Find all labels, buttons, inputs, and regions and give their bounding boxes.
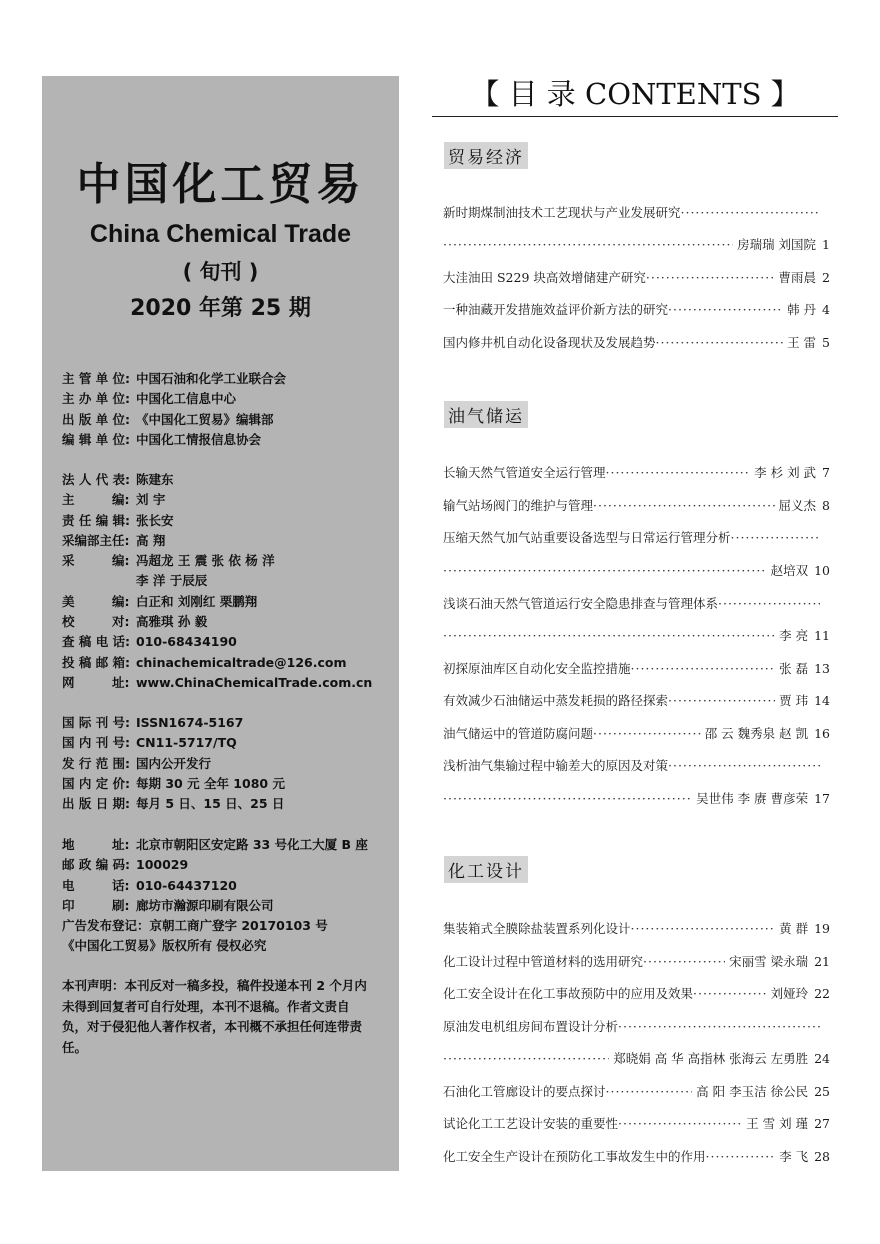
toc-page: 1 (822, 237, 830, 252)
info-value: CN11-5717/TQ (136, 735, 237, 751)
toc-authors: 韩 丹 (787, 302, 817, 317)
info-row (62, 794, 285, 814)
toc-authors: 贾 玮 (779, 693, 809, 708)
toc-authors: 房瑞瑞 刘国院 (737, 237, 817, 252)
leader-dots (443, 626, 775, 646)
section-heading: 油气储运 (444, 401, 528, 428)
info-row (62, 835, 368, 855)
contents-header: 【 目 录 CONTENTS 】 (470, 77, 800, 111)
info-row (62, 673, 372, 693)
toc-entry[interactable] (443, 528, 830, 548)
toc-authors: 李 飞 (779, 1149, 809, 1164)
toc-entry[interactable] (443, 1082, 830, 1102)
info-label: 国 内 刊 号: (62, 735, 131, 751)
masthead-panel (42, 76, 399, 1171)
toc-page: 13 (814, 661, 830, 676)
info-value: 北京市朝阳区安定路 33 号化工大厦 B 座 (136, 837, 368, 852)
toc-page: 19 (814, 921, 830, 936)
info-value: 中国化工情报信息协会 (136, 431, 262, 447)
info-row (62, 733, 285, 753)
info-value: 刘 宇 (136, 492, 166, 508)
info-row (62, 876, 368, 896)
toc-authors: 郑晓娟 高 华 高指林 张海云 左勇胜 (613, 1051, 809, 1066)
info-value: 中国石油和化学工业联合会 (136, 371, 287, 386)
leader-dots (693, 984, 767, 1004)
leader-dots (718, 594, 820, 614)
toc-title: 化工设计过程中管道材料的选用研究 (443, 954, 644, 969)
toc-page: 8 (822, 498, 830, 513)
info-label: 国 际 刊 号: (62, 715, 131, 730)
info-label: 责 任 编 辑: (62, 512, 131, 528)
toc-authors: 李 亮 (779, 628, 809, 643)
toc-entry[interactable] (443, 691, 830, 711)
toc-entry[interactable] (443, 626, 830, 646)
info-label: 电 话: (62, 877, 130, 893)
leader-dots (668, 300, 783, 320)
toc-entry[interactable] (443, 594, 830, 614)
copyright: 《中国化工贸易》版权所有 侵权必究 (62, 938, 267, 954)
leader-dots (631, 919, 776, 939)
info-row (62, 653, 372, 673)
toc-entry[interactable] (443, 1114, 830, 1134)
toc-page: 11 (814, 628, 830, 643)
info-label: 校 对: (62, 614, 130, 630)
toc-entry[interactable] (443, 659, 830, 679)
info-value: 高雅琪 孙 毅 (136, 614, 208, 630)
info-value: 国内公开发行 (136, 755, 212, 771)
toc-entry[interactable] (443, 235, 830, 255)
toc-entry[interactable] (443, 984, 830, 1004)
leader-dots (731, 528, 820, 548)
info-label: 采编部主任: (62, 532, 130, 548)
leader-dots (668, 691, 775, 711)
info-value: ISSN1674-5167 (136, 715, 244, 730)
toc-entry[interactable] (443, 496, 830, 516)
info-row (62, 774, 285, 794)
toc-page: 4 (822, 302, 830, 317)
toc-page: 25 (814, 1084, 830, 1099)
info-row (62, 369, 286, 389)
toc-title: 国内修井机自动化设备现状及发展趋势 (443, 335, 656, 350)
toc-authors: 高 阳 李玉洁 徐公民 (696, 1084, 809, 1099)
leader-dots (593, 724, 701, 744)
toc-entry[interactable] (443, 952, 830, 972)
info-value: 010-64437120 (136, 877, 237, 893)
info-row (62, 592, 372, 612)
leader-dots (443, 235, 733, 255)
toc-entry[interactable] (443, 561, 830, 581)
toc-entry[interactable] (443, 789, 830, 809)
toc-entry[interactable] (443, 1147, 830, 1167)
toc-title: 压缩天然气加气站重要设备选型与日常运行管理分析 (443, 530, 731, 545)
info-label: 采 编: (62, 553, 130, 569)
section-heading: 化工设计 (444, 856, 528, 883)
section-heading: 贸易经济 (444, 142, 528, 169)
toc-entry[interactable] (443, 333, 830, 353)
info-value: 张长安 (136, 512, 174, 528)
leader-dots (656, 333, 784, 353)
leader-dots (606, 463, 751, 483)
info-row (62, 490, 372, 510)
toc-authors: 张 磊 (779, 661, 809, 676)
toc-page: 28 (814, 1149, 830, 1164)
toc-page: 24 (814, 1051, 830, 1066)
toc-entry[interactable] (443, 1049, 830, 1069)
leader-dots (668, 756, 820, 776)
info-label: 主 管 单 位: (62, 371, 131, 386)
toc-title: 大洼油田 S229 块高效增储建产研究 (443, 270, 646, 285)
info-row (62, 430, 286, 450)
toc-entry[interactable] (443, 724, 830, 744)
toc-entry[interactable] (443, 756, 830, 776)
info-value: 高 翔 (136, 532, 166, 548)
info-label: 查 稿 电 话: (62, 634, 131, 650)
toc-authors: 刘娅玲 (770, 986, 809, 1001)
toc-title: 集装箱式全膜除盐装置系列化设计 (443, 921, 631, 936)
info-row (62, 389, 286, 409)
toc-title: 化工安全生产设计在预防化工事故发生中的作用 (443, 1149, 706, 1164)
leader-dots (443, 561, 767, 581)
info-row (62, 632, 372, 652)
toc-entry[interactable] (443, 1017, 830, 1037)
publisher-info (62, 369, 286, 450)
toc-entry[interactable] (443, 300, 830, 320)
info-row (62, 612, 372, 632)
info-value: 冯超龙 王 震 张 依 杨 洋 (136, 553, 275, 569)
leader-dots (618, 1017, 820, 1037)
toc-page: 21 (814, 954, 830, 969)
toc-title: 有效减少石油储运中蒸发耗损的路径探索 (443, 693, 669, 708)
toc-authors: 屈义杰 (778, 498, 817, 513)
info-value: 《中国化工贸易》编辑部 (136, 411, 274, 427)
info-label: 国 内 定 价: (62, 775, 131, 791)
toc-page: 27 (814, 1116, 830, 1131)
info-value: 010-68434190 (136, 634, 237, 650)
toc-page: 10 (814, 563, 830, 578)
leader-dots (443, 789, 692, 809)
toc-title: 原油发电机组房间布置设计分析 (443, 1019, 619, 1034)
toc-authors: 黄 群 (779, 921, 809, 936)
toc-authors: 李 杉 刘 武 (754, 465, 817, 480)
toc-authors: 王 雪 刘 瑾 (746, 1116, 809, 1131)
info-value: 廊坊市瀚源印刷有限公司 (136, 897, 274, 913)
leader-dots (646, 268, 775, 288)
info-value: 每期 30 元 全年 1080 元 (136, 775, 285, 791)
info-row (62, 531, 372, 551)
leader-dots (606, 1082, 693, 1102)
toc-authors: 王 雷 (787, 335, 817, 350)
toc-page: 7 (822, 465, 830, 480)
info-label: 邮 政 编 码: (62, 857, 131, 873)
editorial-info (62, 470, 372, 693)
journal-title: 中国化工贸易 (76, 159, 365, 210)
info-value: 100029 (136, 857, 189, 873)
info-value: 陈建东 (136, 472, 174, 487)
info-label: 法 人 代 表: (62, 472, 131, 487)
registration-info (62, 713, 285, 814)
toc-title: 输气站场阀门的维护与管理 (443, 498, 594, 513)
info-label: 印 刷: (62, 897, 130, 913)
toc-title: 初探原油库区自动化安全监控措施 (443, 661, 631, 676)
leader-dots (443, 1049, 609, 1069)
info-label: 主 办 单 位: (62, 391, 131, 407)
info-value: 白正和 刘刚红 栗鹏翔 (136, 593, 258, 609)
info-label: 主 编: (62, 492, 130, 508)
toc-title: 浅析油气集输过程中输差大的原因及对策 (443, 758, 669, 773)
toc-authors: 吴世伟 李 赓 曹彦荣 (696, 791, 809, 806)
info-row (62, 470, 372, 490)
info-label: 编 辑 单 位: (62, 431, 131, 447)
journal-english-title: China Chemical Trade (89, 220, 352, 248)
leader-dots (643, 952, 725, 972)
toc-page: 5 (822, 335, 830, 350)
toc-title: 长输天然气管道安全运行管理 (443, 465, 606, 480)
toc-title: 化工安全设计在化工事故预防中的应用及效果 (443, 986, 694, 1001)
toc-title: 新时期煤制油技术工艺现状与产业发展研究 (443, 205, 681, 220)
toc-page: 2 (822, 270, 830, 285)
info-row (62, 855, 368, 875)
toc-entry[interactable] (443, 463, 830, 483)
info-value: 中国化工信息中心 (136, 391, 237, 407)
info-label: 发 行 范 围: (62, 755, 131, 771)
info-label: 美 编: (62, 593, 130, 609)
info-label: 出 版 日 期: (62, 796, 131, 812)
toc-title: 试论化工工艺设计安装的重要性 (443, 1116, 619, 1131)
toc-authors: 宋丽雪 梁永瑞 (729, 954, 809, 969)
leader-dots (631, 659, 776, 679)
leader-dots (593, 496, 775, 516)
leader-dots (706, 1147, 776, 1167)
info-row (62, 896, 368, 916)
info-label: 网 址: (62, 674, 130, 690)
toc-authors: 邵 云 魏秀泉 赵 凯 (704, 726, 809, 741)
toc-title: 浅谈石油天然气管道运行安全隐患排查与管理体系 (443, 596, 719, 611)
toc-title: 石油化工管廊设计的要点探讨 (443, 1084, 606, 1099)
toc-page: 16 (814, 726, 830, 741)
info-row (62, 571, 372, 591)
toc-page: 22 (814, 986, 830, 1001)
info-value: www.ChinaChemicalTrade.com.cn (136, 674, 373, 690)
issue-number: 2020 年第 25 期 (130, 296, 311, 321)
info-row (62, 511, 372, 531)
info-label: 出 版 单 位: (62, 411, 131, 427)
toc-authors: 曹雨晨 (778, 270, 817, 285)
toc-entry[interactable] (443, 268, 830, 288)
toc-entry[interactable] (443, 203, 830, 223)
toc-entry[interactable] (443, 919, 830, 939)
toc-page: 17 (814, 791, 830, 806)
toc-title: 一种油藏开发措施效益评价新方法的研究 (443, 302, 669, 317)
info-value: 李 洋 于辰辰 (136, 573, 208, 589)
info-value: chinachemicaltrade@126.com (136, 654, 347, 670)
leader-dots (681, 203, 820, 223)
toc-authors: 赵培双 (770, 563, 809, 578)
info-row (62, 754, 285, 774)
header-divider (432, 116, 838, 117)
info-row (62, 410, 286, 430)
contact-info (62, 835, 368, 957)
info-row (62, 551, 372, 571)
ad-license: 广告发布登记：京朝工商广登字 20170103 号 (62, 918, 328, 934)
journal-frequency: ( 旬刊 ) (182, 260, 259, 284)
info-label: 投 稿 邮 箱: (62, 654, 131, 670)
toc-page: 14 (814, 693, 830, 708)
toc-title: 油气储运中的管道防腐问题 (443, 726, 594, 741)
declaration: 本刊声明：本刊反对一稿多投，稿件投递本刊 2 个月内未得到回复者可自行处理，本刊不退稿。作者文责自负，对于侵犯他人著作权者，本刊概不承担任何连带责任。 (62, 978, 367, 1055)
info-value: 每月 5 日、15 日、25 日 (136, 796, 285, 812)
info-label: 地 址: (62, 837, 130, 852)
leader-dots (618, 1114, 742, 1134)
info-row (62, 713, 285, 733)
